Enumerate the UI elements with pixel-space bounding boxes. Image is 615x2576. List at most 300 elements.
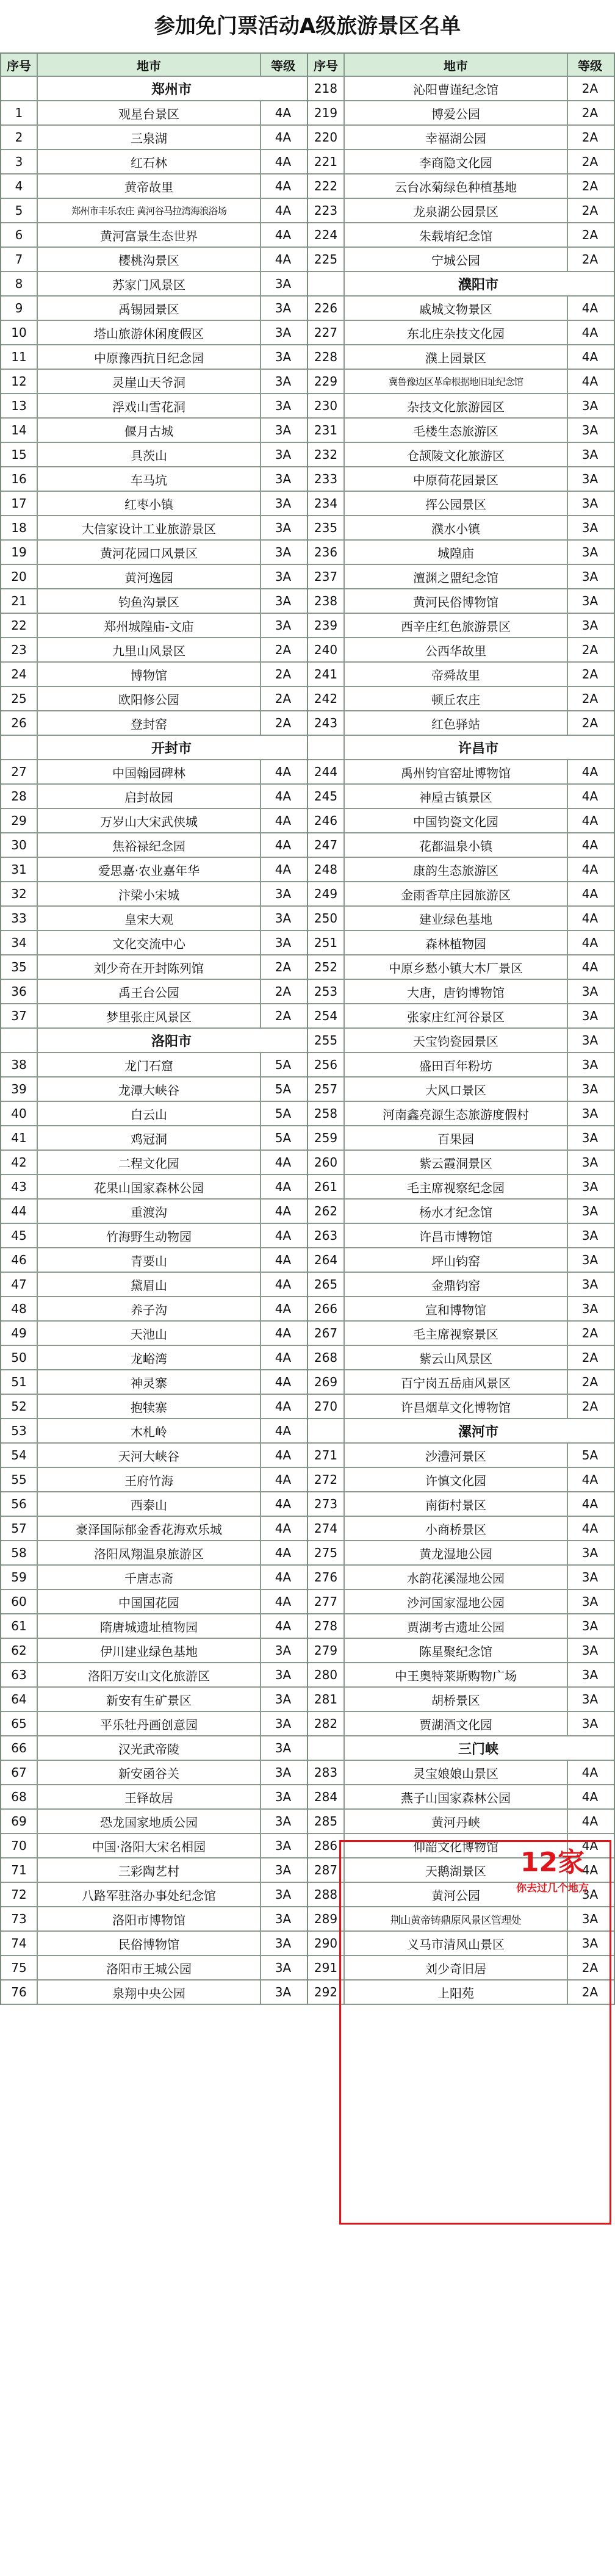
scenic-level: 3A [275,1814,292,1829]
row-number: 67 [1,1761,38,1784]
table-row [308,809,614,833]
city-name: 许昌市 [458,741,498,757]
scenic-level: 4A [581,1814,599,1829]
scenic-level: 5A [275,1131,292,1145]
table [0,52,615,2005]
scenic-level: 3A [275,1643,292,1658]
row-number: 41 [1,1126,38,1149]
scenic-level: 4A [275,106,292,120]
scenic-spot-name: 大风口景区 [345,1078,568,1101]
row-number: 265 [308,1273,345,1296]
scenic-spot-name: 神垕古镇景区 [345,785,568,808]
scenic-level: 3A [275,545,292,559]
scenic-spot-name: 陈星聚纪念馆 [345,1639,568,1662]
scenic-level: 4A [275,1179,292,1194]
scenic-spot-name: 幸福湖公园 [345,126,568,149]
scenic-level: 3A [275,325,292,340]
scenic-level: 3A [275,301,292,315]
table-row [308,565,614,589]
table-row [1,223,307,248]
row-number: 273 [308,1492,345,1516]
row-number: 235 [308,516,345,539]
table-row [1,1078,307,1102]
table-row [1,711,307,736]
table-row [308,1078,614,1102]
city-blank-cell [1,1029,38,1052]
scenic-level: 2A [581,642,599,657]
table-row [1,931,307,955]
scenic-level: 3A [581,398,599,413]
scenic-spot-name: 中原乡愁小镇大木厂景区 [345,955,568,979]
scenic-level: 2A [581,228,599,242]
row-number: 256 [308,1053,345,1076]
scenic-spot-name: 上阳苑 [345,1981,568,2004]
row-number: 12 [1,370,38,393]
scenic-spot-name: 郑州市丰乐农庄 黄河谷马拉湾海浪浴场 [38,199,261,222]
scenic-spot-name: 禹锡园景区 [38,297,261,320]
scenic-spot-name: 黄河逸园 [38,565,261,588]
table-row [1,1468,307,1492]
row-number: 261 [308,1175,345,1198]
table-row [1,1761,307,1785]
scenic-level: 4A [581,350,599,364]
scenic-level: 2A [581,716,599,730]
row-number: 36 [1,980,38,1003]
scenic-level: 3A [581,569,599,584]
scenic-spot-name: 濮上园景区 [345,345,568,369]
table-row [308,345,614,370]
scenic-spot-name: 贾湖酒文化园 [345,1712,568,1735]
row-number: 62 [1,1639,38,1662]
scenic-spot-name: 大唐，唐钧博物馆 [345,980,568,1003]
scenic-level: 4A [275,1472,292,1487]
scenic-level: 2A [581,1326,599,1340]
scenic-spot-name: 中国翰园碑林 [38,760,261,783]
row-number: 32 [1,882,38,905]
row-number: 75 [1,1956,38,1979]
scenic-spot-name: 苏家门风景区 [38,272,261,295]
scenic-level: 4A [275,813,292,828]
table-row [1,1614,307,1639]
row-number: 48 [1,1297,38,1320]
scenic-level: 3A [581,1277,599,1292]
scenic-level: 4A [581,1497,599,1511]
row-number: 239 [308,614,345,637]
scenic-level: 3A [581,1545,599,1560]
row-number: 39 [1,1078,38,1101]
scenic-spot-name: 洛阳市王城公园 [38,1956,261,1979]
scenic-level: 3A [581,984,599,999]
row-number: 236 [308,541,345,564]
table-row [1,1126,307,1151]
scenic-spot-name: 洛阳市博物馆 [38,1907,261,1930]
scenic-spot-name: 恐龙国家地质公园 [38,1810,261,1833]
row-number: 52 [1,1395,38,1418]
table-row [308,1614,614,1639]
scenic-level: 4A [581,1863,599,1877]
scenic-spot-name: 天鹅湖景区 [345,1858,568,1882]
table-row [308,1932,614,1956]
table-row [308,1492,614,1517]
table-row [1,955,307,980]
table-row [1,443,307,467]
row-number: 6 [1,223,38,246]
city-header-row [1,77,307,101]
scenic-level: 4A [275,130,292,145]
row-number: 73 [1,1907,38,1930]
row-number: 20 [1,565,38,588]
row-number: 59 [1,1566,38,1589]
table-row [1,394,307,419]
table-row [1,614,307,638]
table-row [1,858,307,882]
row-number: 231 [308,419,345,442]
row-number: 55 [1,1468,38,1491]
row-number: 22 [1,614,38,637]
scenic-level: 2A [581,667,599,682]
scenic-spot-name: 西泰山 [38,1492,261,1516]
row-number: 281 [308,1688,345,1711]
row-number: 4 [1,174,38,198]
scenic-level: 3A [581,1594,599,1609]
row-number: 37 [1,1004,38,1027]
table-row [1,1736,307,1761]
table-left-column [0,52,307,2005]
scenic-level: 4A [275,1326,292,1340]
scenic-spot-name: 三彩陶艺村 [38,1858,261,1882]
table-row [1,370,307,394]
scenic-level: 4A [581,813,599,828]
row-number: 220 [308,126,345,149]
row-number: 227 [308,321,345,344]
header-level: 等级 [578,58,602,73]
scenic-spot-name: 中国钧瓷文化园 [345,809,568,832]
scenic-level: 3A [275,1985,292,1999]
row-number: 233 [308,467,345,491]
scenic-spot-name: 龙泉湖公园景区 [345,199,568,222]
city-header-row [308,1736,614,1761]
scenic-spot-name: 坪山钧窑 [345,1248,568,1272]
row-number: 10 [1,321,38,344]
scenic-level: 3A [581,1887,599,1902]
scenic-spot-name: 灵崖山天爷洞 [38,370,261,393]
scenic-level: 3A [581,520,599,535]
scenic-spot-name: 荆山黄帝铸鼎原风景区管理处 [345,1907,568,1930]
scenic-level: 2A [581,1399,599,1414]
table-row [1,174,307,199]
table-row [308,711,614,736]
row-number: 289 [308,1907,345,1930]
scenic-spot-name: 冀鲁豫边区革命根据地旧址纪念馆 [345,370,568,393]
scenic-level: 4A [275,203,292,218]
scenic-spot-name: 红色驿站 [345,711,568,735]
header-name: 地市 [345,54,568,76]
scenic-level: 2A [581,154,599,169]
scenic-level: 2A [581,1960,599,1975]
city-blank-cell [308,272,345,295]
scenic-spot-name: 文化交流中心 [38,931,261,954]
scenic-spot-name: 博爱公园 [345,101,568,124]
table-right-column [307,52,615,2005]
table-row [1,1883,307,1907]
table-row [1,1981,307,2005]
row-number: 31 [1,858,38,881]
row-number: 74 [1,1932,38,1955]
scenic-spot-name: 龙潭大峡谷 [38,1078,261,1101]
scenic-spot-name: 义马市清风山景区 [345,1932,568,1955]
scenic-spot-name: 中国·洛阳大宋名相园 [38,1834,261,1857]
table-row [308,150,614,174]
row-number: 283 [308,1761,345,1784]
row-number: 221 [308,150,345,173]
table-row [308,882,614,907]
scenic-spot-name: 神灵寨 [38,1370,261,1394]
scenic-spot-name: 焦裕禄纪念园 [38,833,261,857]
table-row [308,638,614,663]
scenic-spot-name: 鸡冠洞 [38,1126,261,1149]
scenic-spot-name: 二程文化园 [38,1151,261,1174]
scenic-level: 4A [581,862,599,877]
row-number: 56 [1,1492,38,1516]
scenic-spot-name: 黄河丹峡 [345,1810,568,1833]
scenic-spot-name: 毛主席视察景区 [345,1322,568,1345]
scenic-level: 2A [275,1009,292,1023]
scenic-spot-name: 南街村景区 [345,1492,568,1516]
row-number: 28 [1,785,38,808]
row-number: 40 [1,1102,38,1125]
row-number: 229 [308,370,345,393]
row-number: 278 [308,1614,345,1638]
table-row [1,1297,307,1322]
scenic-spot-name: 大信家设计工业旅游景区 [38,516,261,539]
scenic-level: 3A [581,1082,599,1096]
scenic-spot-name: 钧鱼沟景区 [38,589,261,613]
scenic-spot-name: 许慎文化园 [345,1468,568,1491]
table-row [308,980,614,1004]
scenic-level: 4A [581,1790,599,1804]
table-row [1,297,307,321]
scenic-level: 4A [275,1253,292,1267]
scenic-spot-name: 仰韶文化博物馆 [345,1834,568,1857]
row-number: 65 [1,1712,38,1735]
table-row [308,1444,614,1468]
table-row [1,1346,307,1370]
table-row [308,614,614,638]
city-name: 洛阳市 [151,1034,192,1049]
row-number: 3 [1,150,38,173]
row-number: 240 [308,638,345,661]
row-number: 246 [308,809,345,832]
scenic-spot-name: 宁城公园 [345,248,568,271]
row-number: 286 [308,1834,345,1857]
city-blank-cell [308,1419,345,1442]
row-number: 5 [1,199,38,222]
scenic-level: 3A [275,935,292,950]
table-row [308,394,614,419]
scenic-spot-name: 龙峪湾 [38,1346,261,1369]
scenic-spot-name: 建业绿色基地 [345,907,568,930]
scenic-level: 4A [275,789,292,804]
city-header-row [308,272,614,297]
scenic-level: 3A [581,545,599,559]
row-number: 51 [1,1370,38,1394]
table-row [1,980,307,1004]
scenic-spot-name: 杂技文化旅游园区 [345,394,568,417]
scenic-level: 4A [275,1277,292,1292]
scenic-level: 3A [275,1741,292,1755]
row-number: 54 [1,1444,38,1467]
scenic-spot-name: 胡桥景区 [345,1688,568,1711]
scenic-level: 3A [275,1716,292,1731]
scenic-level: 3A [581,1228,599,1243]
scenic-level: 2A [275,667,292,682]
scenic-level: 3A [275,1912,292,1926]
scenic-level: 3A [275,1887,292,1902]
scenic-level: 3A [275,520,292,535]
scenic-spot-name: 浮戏山雪花洞 [38,394,261,417]
row-number: 244 [308,760,345,783]
table-row [308,492,614,516]
table-row [1,1663,307,1688]
scenic-spot-name: 灵宝娘娘山景区 [345,1761,568,1784]
scenic-level: 2A [581,691,599,706]
city-name: 漯河市 [458,1424,498,1440]
scenic-level: 3A [275,618,292,633]
scenic-spot-name: 青要山 [38,1248,261,1272]
city-blank-cell [308,736,345,759]
scenic-spot-name: 澶渊之盟纪念馆 [345,565,568,588]
row-number: 285 [308,1810,345,1833]
table-row [308,1590,614,1614]
table-row [308,1639,614,1663]
table-row [1,199,307,223]
table-row [308,1956,614,1981]
table-row [308,1663,614,1688]
table-row [1,1517,307,1541]
scenic-spot-name: 中原豫西抗日纪念园 [38,345,261,369]
row-number: 223 [308,199,345,222]
row-number: 230 [308,394,345,417]
scenic-spot-name: 梦里张庄风景区 [38,1004,261,1027]
row-number: 243 [308,711,345,735]
table-row [308,1322,614,1346]
table-row [1,882,307,907]
scenic-spot-name: 豪泽国际郁金香花海欢乐城 [38,1517,261,1540]
table-row [1,1200,307,1224]
city-header-row [1,1029,307,1053]
table-row [1,1273,307,1297]
table-row [1,1224,307,1248]
scenic-spot-name: 金雨香草庄园旅游区 [345,882,568,905]
scenic-spot-name: 紫云霞洞景区 [345,1151,568,1174]
table-row [308,931,614,955]
city-name: 郑州市 [151,82,192,98]
scenic-level: 4A [275,1497,292,1511]
table-row [308,248,614,272]
scenic-level: 2A [275,716,292,730]
row-number: 47 [1,1273,38,1296]
row-number: 68 [1,1785,38,1808]
row-number: 64 [1,1688,38,1711]
table-row [1,760,307,785]
table-row [308,77,614,101]
row-number: 57 [1,1517,38,1540]
row-number: 30 [1,833,38,857]
row-number: 284 [308,1785,345,1808]
scenic-spot-name: 公西华故里 [345,638,568,661]
scenic-level: 3A [581,1912,599,1926]
scenic-spot-name: 黄河富景生态世界 [38,223,261,246]
scenic-level: 4A [275,1204,292,1218]
scenic-level: 4A [275,1301,292,1316]
scenic-spot-name: 沙河国家湿地公园 [345,1590,568,1613]
scenic-spot-name: 皇宋大观 [38,907,261,930]
row-number: 19 [1,541,38,564]
table-row [1,565,307,589]
scenic-level: 3A [581,1131,599,1145]
row-number: 66 [1,1736,38,1760]
table-row [1,589,307,614]
scenic-spot-name: 泉翔中央公园 [38,1981,261,2004]
table-row [308,199,614,223]
table-row [308,1126,614,1151]
table-row [1,1419,307,1444]
table-row [1,1639,307,1663]
table-row [1,638,307,663]
scenic-level: 3A [275,1863,292,1877]
scenic-spot-name: 紫云山风景区 [345,1346,568,1369]
scenic-spot-name: 百果园 [345,1126,568,1149]
city-header-row [1,736,307,760]
scenic-level: 4A [581,301,599,315]
scenic-level: 3A [581,1570,599,1585]
scenic-spot-name: 龙门石窟 [38,1053,261,1076]
table-row [308,126,614,150]
table-row [1,1053,307,1078]
scenic-level: 3A [581,1033,599,1048]
scenic-level: 3A [581,496,599,511]
scenic-spot-name: 禹王台公园 [38,980,261,1003]
table-row [308,955,614,980]
row-number: 71 [1,1858,38,1882]
scenic-level: 3A [581,1643,599,1658]
scenic-spot-name: 中王奥特莱斯购物广场 [345,1663,568,1686]
scenic-level: 3A [275,594,292,608]
scenic-level: 2A [581,203,599,218]
scenic-level: 3A [581,1619,599,1633]
scenic-level: 3A [275,374,292,389]
table-row [1,907,307,931]
scenic-level: 4A [275,1399,292,1414]
row-number: 45 [1,1224,38,1247]
table-row [1,833,307,858]
table-row [1,1810,307,1834]
row-number: 291 [308,1956,345,1979]
table-row [308,785,614,809]
scenic-spot-name: 城隍庙 [345,541,568,564]
scenic-level: 3A [275,911,292,926]
scenic-spot-name: 仓颉陵文化旅游区 [345,443,568,466]
row-number: 287 [308,1858,345,1882]
row-number: 268 [308,1346,345,1369]
row-number: 1 [1,101,38,124]
scenic-spot-name: 王府竹海 [38,1468,261,1491]
table-row [1,1956,307,1981]
row-number: 35 [1,955,38,979]
table-row [308,1785,614,1810]
scenic-spot-name: 启封故园 [38,785,261,808]
row-number: 232 [308,443,345,466]
